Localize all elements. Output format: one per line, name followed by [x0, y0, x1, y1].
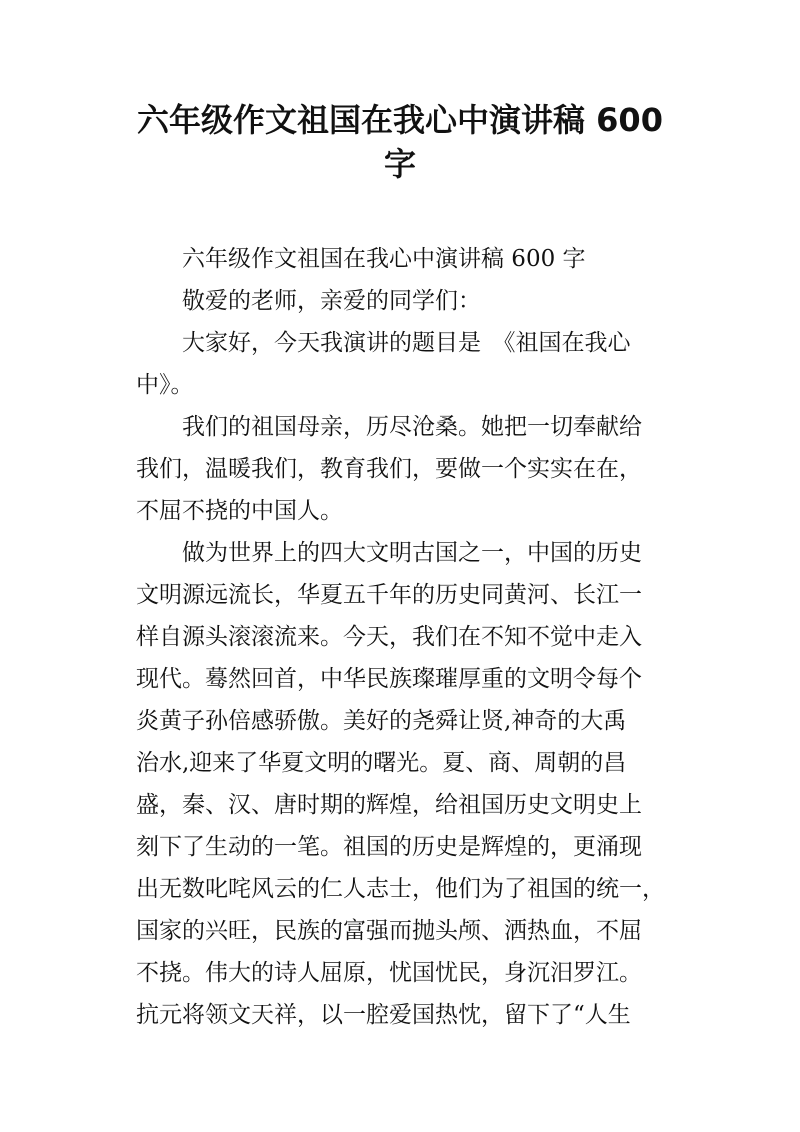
para2-line: 国家的兴旺，民族的富强而抛头颅、洒热血，不屈 — [136, 918, 642, 944]
para2-line: 刻下了生动的一笔。祖国的历史是辉煌的，更涌现 — [136, 834, 642, 860]
intro-line-2: 中》。 — [136, 372, 194, 398]
para2-line: 盛，秦、汉、唐时期的辉煌，给祖国历史文明史上 — [136, 792, 642, 818]
para2-line: 治水,迎来了华夏文明的曙光。夏、商、周朝的昌 — [136, 750, 627, 776]
para2-line: 文明源远流长，华夏五千年的历史同黄河、长江一 — [136, 582, 642, 608]
title-line-1: 六年级作文祖国在我心中演讲稿 600 — [137, 101, 663, 139]
para1-line: 不屈不挠的中国人。 — [136, 498, 343, 524]
para1-line: 我们，温暖我们，教育我们，要做一个实实在在， — [136, 456, 642, 482]
document-title — [110, 98, 690, 186]
para2-line: 样自源头滚滚流来。今天，我们在不知不觉中走入 — [136, 624, 642, 650]
intro-line-1: 大家好，今天我演讲的题目是 《祖国在我心 — [182, 330, 631, 356]
para2-line: 现代。蓦然回首，中华民族璨璀厚重的文明令每个 — [136, 666, 642, 692]
para2-line: 抗元将领文天祥，以一腔爱国热忱，留下了“人生 — [136, 1002, 631, 1028]
para1-line: 我们的祖国母亲，历尽沧桑。她把一切奉献给 — [182, 414, 642, 440]
greeting-line: 敬爱的老师，亲爱的同学们： — [182, 288, 481, 314]
para2-line: 出无数叱咤风云的仁人志士，他们为了祖国的统一， — [136, 876, 665, 902]
para2-line: 炎黄子孙倍感骄傲。美好的尧舜让贤,神奇的大禹 — [136, 708, 627, 734]
document-body — [136, 238, 670, 1036]
para2-line: 做为世界上的四大文明古国之一，中国的历史 — [182, 540, 642, 566]
title-line-2: 字 — [383, 145, 416, 183]
para2-line: 不挠。伟大的诗人屈原，忧国忧民，身沉汨罗江。 — [136, 960, 642, 986]
subtitle-line: 六年级作文祖国在我心中演讲稿 600 字 — [182, 246, 586, 272]
